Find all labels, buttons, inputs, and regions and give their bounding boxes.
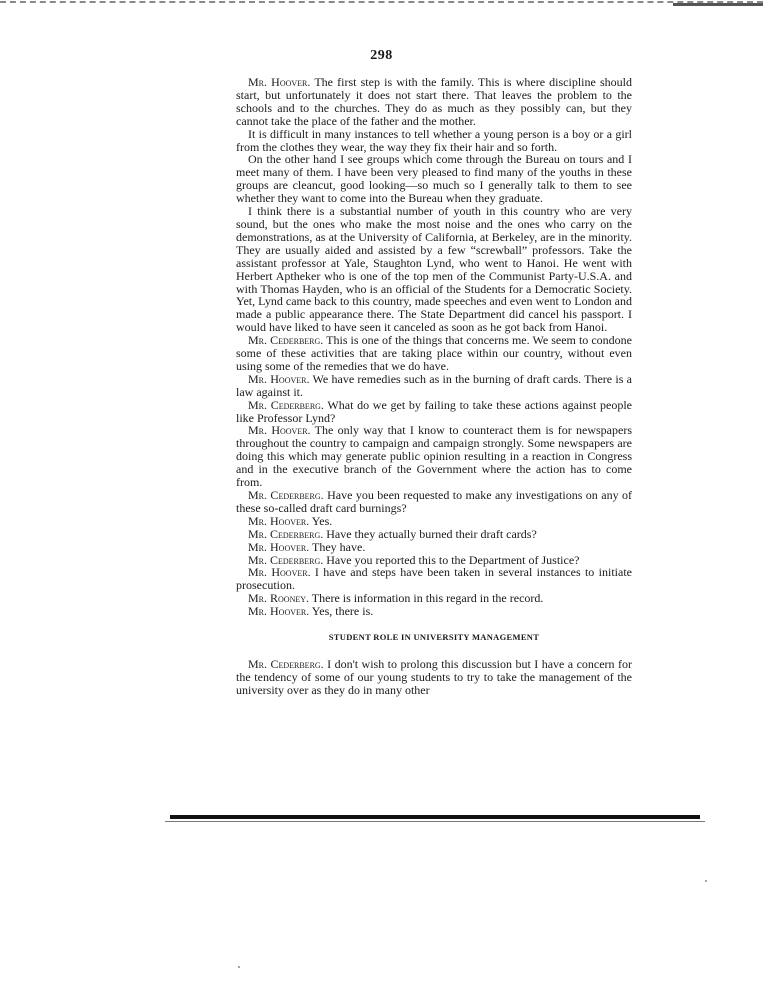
- paragraph-text: On the other hand I see groups which come through the Bureau on tours and I meet many of them. I have been very pleased to find many of the youths in these groups are cleancut, good looking—so much so I generally talk to them to see whether they want to come into the Bureau when they graduate.: [236, 152, 632, 206]
- transcript-paragraphs: [236, 76, 632, 618]
- speaker-name: Mr. Cederberg.: [248, 397, 324, 412]
- speaker-name: Mr. Cederberg.: [248, 526, 324, 541]
- speaker-name: Mr. Hoover.: [248, 539, 310, 554]
- paragraph-text: I have and steps have been taken in several instances to initiate prosecution.: [236, 565, 632, 593]
- speaker-name: Mr. Hoover.: [248, 371, 310, 386]
- speaker-name: Mr. Hoover.: [248, 75, 311, 89]
- paragraph-text: The only way that I know to counteract them is for newspapers throughout the country to campaign and campaign strongly. Some newspapers are doing this which may generate public opinion resulting in a reaction in Congress and in the executive branch of the Government where the action has to come from.: [236, 423, 632, 490]
- scan-speck: [238, 966, 240, 968]
- transcript-paragraph: [236, 128, 632, 154]
- top-page-border-accent: [673, 3, 763, 6]
- transcript-paragraph: [236, 76, 632, 128]
- speaker-name: Mr. Cederberg.: [248, 333, 324, 348]
- bottom-page-border: [170, 815, 700, 819]
- paragraph-text: Yes.: [309, 513, 333, 528]
- paragraph-text: Have you reported this to the Department of Justice?: [323, 552, 580, 567]
- speaker-name: Mr. Rooney.: [248, 591, 310, 606]
- speaker-name: Mr. Hoover.: [248, 565, 311, 580]
- paragraph-text: Have they actually burned their draft cards?: [323, 526, 537, 541]
- top-page-border: [0, 1, 763, 9]
- transcript-paragraph: [236, 153, 632, 205]
- closing-paragraph: [236, 658, 632, 697]
- speaker-name: Mr. Hoover.: [248, 513, 310, 528]
- transcript-paragraph: [236, 489, 632, 515]
- paragraph-text: We have remedies such as in the burning of draft cards. There is a law against it.: [236, 371, 632, 399]
- scan-speck: [705, 880, 707, 882]
- transcript-paragraph: [236, 424, 632, 489]
- transcript-paragraph: [236, 399, 632, 425]
- paragraph-text: The first step is with the family. This is where discipline should start, but unfortunately it does not start there. That leaves the problem to the schools and to the churches. They do as much as they possibly can, but they cannot take the place of the father and the mother.: [236, 75, 632, 128]
- paragraph-text: This is one of the things that concerns me. We seem to condone some of these activities that are taking place within our country, without even using some of the remedies that we do have.: [236, 333, 633, 373]
- speaker-name: Mr. Hoover.: [248, 423, 311, 438]
- paragraph-text: Have you been requested to make any investigations on any of these so-called draft card burnings?: [236, 488, 632, 515]
- speaker-name: Mr. Hoover.: [248, 604, 310, 619]
- paragraph-text: Yes, there is.: [309, 604, 374, 619]
- transcript-paragraph: [236, 373, 632, 399]
- transcript-paragraph: [236, 605, 632, 618]
- transcript-paragraph: [236, 334, 632, 373]
- page-number: 298: [370, 48, 393, 63]
- paragraph-text: I think there is a substantial number of youth in this country who are very sound, but the ones who make the most noise and the ones who carry on the demonstrations, as at the University of California, at Berkeley, are in the minority. They are usually aided and assisted by a few “screwball” professors. Take the assistant professor at Yale, Staughton Lynd, who went to Hanoi. He went with Herbert Aptheker who is one of the top men of the Communist Party-U.S.A. and with Thomas Hayden, who is an official of the Students for a Democratic Society. Yet, Lynd came back to this country, made speeches and even went to London and made a public appearance there. The State Department did cancel his passport. I would have liked to have seen it canceled as soon as he got back from Hanoi.: [236, 204, 632, 335]
- speaker-name: Mr. Cederberg.: [248, 552, 324, 567]
- paragraph-text: I don't wish to prolong this discussion but I have a concern for the tendency of some of our young students to try to take the management of the university over as they do in many other: [236, 656, 632, 697]
- paragraph-text: They have.: [309, 539, 366, 554]
- speaker-name: Mr. Cederberg.: [248, 488, 324, 502]
- speaker-name: Mr. Cederberg.: [248, 656, 324, 671]
- paragraph-text: It is difficult in many instances to tell whether a young person is a boy or a girl from the clothes they wear, the way they fix their hair and so forth.: [236, 126, 632, 154]
- hearing-transcript-body: [236, 76, 632, 697]
- transcript-paragraph: [236, 566, 632, 592]
- bottom-page-border-thin: [165, 821, 705, 822]
- paragraph-text: There is information in this regard in the record.: [309, 591, 544, 606]
- section-heading: STUDENT ROLE IN UNIVERSITY MANAGEMENT: [328, 632, 540, 643]
- paragraph-text: What do we get by failing to take these actions against people like Professor Lynd?: [236, 397, 632, 425]
- transcript-paragraph: [236, 205, 632, 334]
